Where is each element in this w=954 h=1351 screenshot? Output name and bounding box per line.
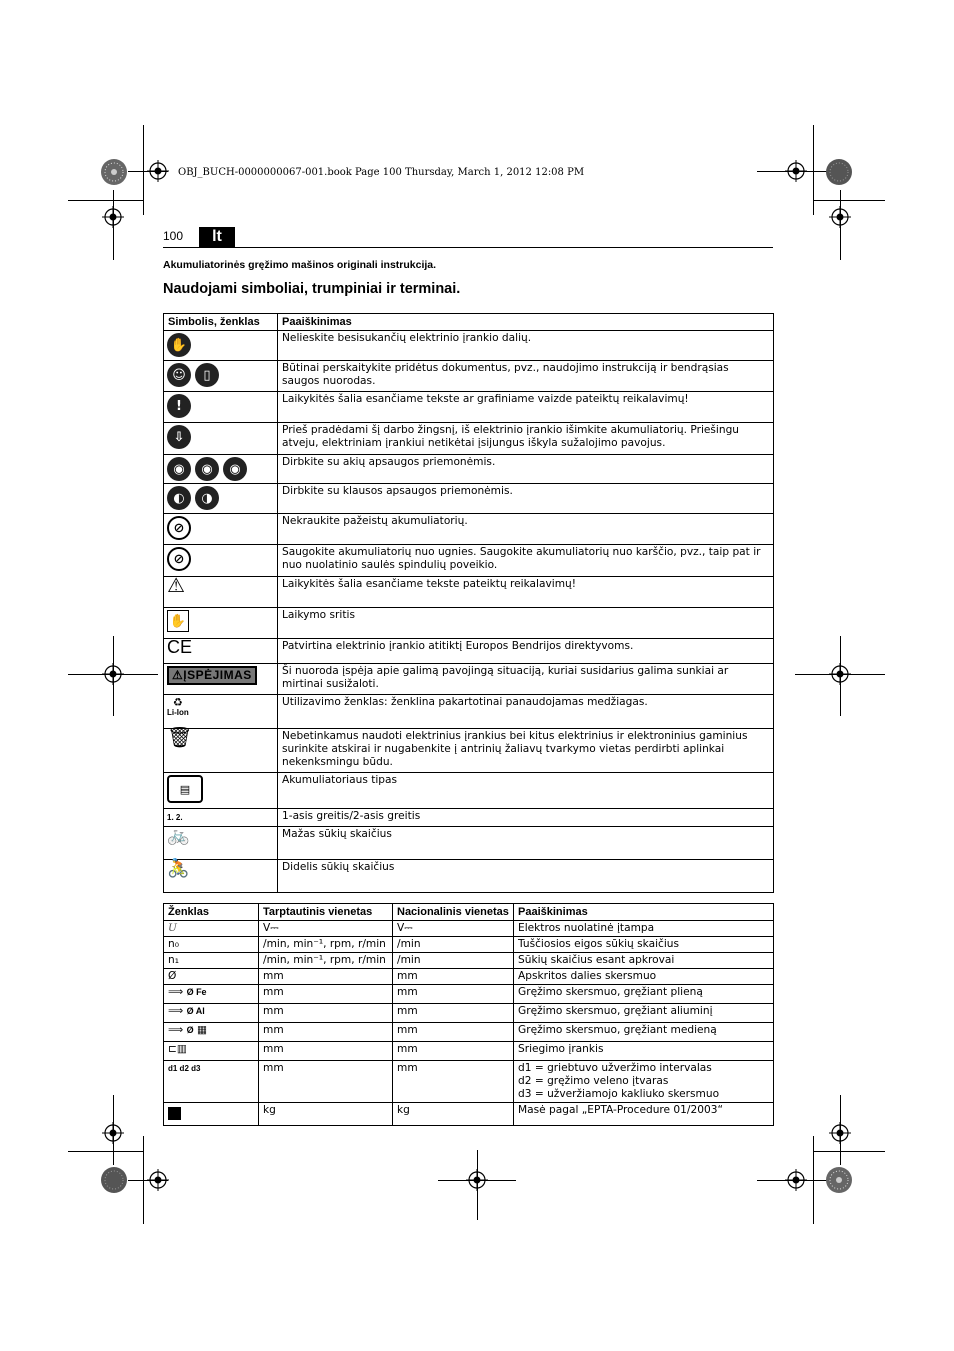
wood-icon: ▦ xyxy=(193,1024,207,1036)
bike-fast-icon: 🚴 xyxy=(167,858,190,879)
table-row xyxy=(164,827,774,860)
no-fire-icon: ⊘ xyxy=(167,547,191,571)
column-header: Ženklas xyxy=(164,904,259,921)
table-row xyxy=(164,514,774,545)
sign-cell: n₁ xyxy=(164,953,259,969)
table-row xyxy=(164,921,774,937)
column-header: Paaiškinimas xyxy=(514,904,774,921)
remove-battery-icon: ⇩ xyxy=(167,425,191,449)
desc-line: d3 = užveržiamojo kakliuko skersmuo xyxy=(518,1088,720,1100)
table-row xyxy=(164,695,774,729)
weight-icon xyxy=(168,1107,181,1120)
description-cell: Saugokite akumuliatorių nuo ugnies. Saugokite akumuliatorių nuo karščio, pvz., taip pat ir nuo nuolatinio saulės spindulių poveikio. xyxy=(278,545,774,577)
symbol-cell xyxy=(164,827,278,860)
symbol-cell xyxy=(164,545,278,577)
table-row xyxy=(164,608,774,639)
natl-unit-cell: mm xyxy=(393,1061,514,1103)
symbol-cell xyxy=(164,573,278,608)
grip-area-icon: ✋ xyxy=(167,610,189,632)
symbol-cell xyxy=(164,773,278,809)
table-row xyxy=(164,331,774,361)
desc-line: d1 = griebtuvo užveržimo intervalas xyxy=(518,1062,712,1074)
table-header-row xyxy=(164,904,774,921)
natl-unit-cell: mm xyxy=(393,1023,514,1042)
color-rosette-icon xyxy=(825,1166,853,1194)
intl-unit-cell: mm xyxy=(259,985,393,1004)
intl-unit-cell: mm xyxy=(259,1004,393,1023)
exclamation-icon: ! xyxy=(167,394,191,418)
earmuffs-icon: ◑ xyxy=(195,486,219,510)
units-table xyxy=(163,903,774,1126)
symbol-cell xyxy=(164,860,278,893)
intl-unit-cell: V⎓ xyxy=(259,921,393,937)
registration-mark-icon xyxy=(147,1169,169,1191)
symbol-cell xyxy=(164,514,278,545)
natl-unit-cell: V⎓ xyxy=(393,921,514,937)
registration-mark-icon xyxy=(102,663,124,685)
natl-unit-cell: mm xyxy=(393,1004,514,1023)
symbol-cell xyxy=(164,725,278,773)
do-not-touch-icon: ✋ xyxy=(167,333,191,357)
description-cell: Akumuliatoriaus tipas xyxy=(278,773,774,809)
table-row xyxy=(164,639,774,664)
table-row xyxy=(164,729,774,773)
description-cell: Nelieskite besisukančių elektrinio įrankio dalių. xyxy=(278,331,774,361)
desc-cell: Gręžimo skersmuo, gręžiant plieną xyxy=(514,985,774,1004)
symbol-cell xyxy=(164,331,278,361)
table-header-row xyxy=(164,314,774,331)
intl-unit-cell: kg xyxy=(259,1103,393,1126)
symbol-cell xyxy=(164,361,278,392)
table-row xyxy=(164,545,774,577)
registration-mark-icon xyxy=(829,663,851,685)
symbol-cell xyxy=(164,484,278,514)
symbol-cell xyxy=(164,455,278,484)
table-row xyxy=(164,664,774,695)
natl-unit-cell: kg xyxy=(393,1103,514,1126)
table-row xyxy=(164,773,774,809)
description-cell: Nekraukite pažeistų akumuliatorių. xyxy=(278,514,774,545)
symbol-cell xyxy=(164,695,278,729)
natl-unit-cell: mm xyxy=(393,969,514,985)
section-title: Naudojami simboliai, trumpiniai ir terminai. xyxy=(163,281,461,297)
intl-unit-cell: mm xyxy=(259,969,393,985)
table-row xyxy=(164,1103,774,1126)
column-header: Paaiškinimas xyxy=(278,314,774,331)
book-icon: ▯ xyxy=(195,363,219,387)
table-row xyxy=(164,484,774,514)
sign-cell: U xyxy=(164,921,259,937)
description-cell: Ši nuoroda įspėja apie galimą pavojingą situaciją, kuriai susidarius galima sunkiai ar mirtinai susižaloti. xyxy=(278,664,774,695)
description-cell: Prieš pradėdami šį darbo žingsnį, iš elektrinio įrankio išimkite akumuliatorių. Priešingu atveju, elektriniam įrankiui netikėtai įsijungus iškyla sužalojimo pavojus. xyxy=(278,423,774,455)
registration-mark-icon xyxy=(829,206,851,228)
table-row xyxy=(164,1004,774,1023)
description-cell: 1-asis greitis/2-asis greitis xyxy=(278,809,774,827)
warning-label-icon: ⚠ĮSPĖJIMAS xyxy=(167,666,257,685)
table-row xyxy=(164,809,774,827)
desc-cell: Elektros nuolatinė įtampa xyxy=(514,921,774,937)
sign-cell: ⟹ Ø Fe xyxy=(164,985,259,1004)
description-cell: Laikykitės šalia esančiame tekste pateiktų reikalavimų! xyxy=(278,577,774,608)
description-cell: Dirbkite su akių apsaugos priemonėmis. xyxy=(278,455,774,484)
table-row xyxy=(164,969,774,985)
description-cell: Laikymo sritis xyxy=(278,608,774,639)
drill-bit-icon: ⟹ xyxy=(168,1005,187,1017)
table-row xyxy=(164,1042,774,1061)
description-cell: Patvirtina elektrinio įrankio atitiktį Europos Bendrijos direktyvoms. xyxy=(278,639,774,664)
table-row xyxy=(164,423,774,455)
registration-mark-icon xyxy=(829,1122,851,1144)
recycling-li-ion-icon: ♻ Li-Ion xyxy=(167,696,189,717)
registration-mark-icon xyxy=(785,160,807,182)
column-header: Simbolis, ženklas xyxy=(164,314,278,331)
column-header: Tarptautinis vienetas xyxy=(259,904,393,921)
gear-switch-icon: 1. 2. xyxy=(167,813,183,822)
table-row xyxy=(164,860,774,893)
color-rosette-icon xyxy=(100,1166,128,1194)
registration-mark-icon xyxy=(147,160,169,182)
table-row xyxy=(164,455,774,484)
registration-mark-icon xyxy=(785,1169,807,1191)
registration-mark-icon xyxy=(102,206,124,228)
sign-cell xyxy=(164,1061,259,1103)
desc-cell: Gręžimo skersmuo, gręžiant medieną xyxy=(514,1023,774,1042)
intl-unit-cell: mm xyxy=(259,1023,393,1042)
table-row xyxy=(164,1061,774,1103)
natl-unit-cell: mm xyxy=(393,1042,514,1061)
desc-cell: Sūkių skaičius esant apkrovai xyxy=(514,953,774,969)
desc-cell: Gręžimo skersmuo, gręžiant aliuminį xyxy=(514,1004,774,1023)
table-row xyxy=(164,985,774,1004)
header-rule xyxy=(163,247,773,248)
description-cell: Utilizavimo ženklas: ženklina pakartotinai panaudojamas medžiagas. xyxy=(278,695,774,729)
natl-unit-cell: mm xyxy=(393,985,514,1004)
registration-mark-icon xyxy=(466,1169,488,1191)
symbol-cell xyxy=(164,392,278,423)
bike-slow-icon: 🚲 xyxy=(167,825,190,846)
symbol-cell xyxy=(164,664,278,695)
description-cell: Dirbkite su klausos apsaugos priemonėmis. xyxy=(278,484,774,514)
table-row xyxy=(164,361,774,392)
read-manual-icon: ☺ xyxy=(167,363,191,387)
intl-unit-cell: /min, min⁻¹, rpm, r/min xyxy=(259,937,393,953)
symbol-cell xyxy=(164,608,278,639)
ce-mark-icon: CE xyxy=(167,637,193,657)
description-cell: Mažas sūkių skaičius xyxy=(278,827,774,860)
document-subtitle: Akumuliatorinės gręžimo mašinos originali instrukcija. xyxy=(163,259,437,271)
table-row xyxy=(164,577,774,608)
symbol-cell xyxy=(164,809,278,827)
face-shield-icon: ◉ xyxy=(195,457,219,481)
desc-line: d2 = gręžimo veleno įtvaras xyxy=(518,1075,669,1087)
sign-cell: ⟹ Ø Al xyxy=(164,1004,259,1023)
eye-protection-icon: ◉ xyxy=(167,457,191,481)
symbol-cell xyxy=(164,639,278,664)
color-rosette-icon xyxy=(100,158,128,186)
intl-unit-cell: mm xyxy=(259,1061,393,1103)
weee-bin-icon: 🗑 xyxy=(167,725,193,749)
sign-cell: ⟹ Ø ▦ xyxy=(164,1023,259,1042)
chuck-dimensions-icon: d1 d2 d3 xyxy=(168,1064,201,1073)
color-rosette-icon xyxy=(825,158,853,186)
desc-cell: Tuščiosios eigos sūkių skaičius xyxy=(514,937,774,953)
page-number: 100 xyxy=(163,229,184,243)
desc-cell xyxy=(514,1061,774,1103)
natl-unit-cell: /min xyxy=(393,953,514,969)
symbols-table xyxy=(163,313,774,893)
registration-mark-icon xyxy=(102,1122,124,1144)
drill-bit-icon: ⟹ xyxy=(168,1024,187,1036)
table-row xyxy=(164,392,774,423)
goggles-icon: ◉ xyxy=(223,457,247,481)
ear-protection-icon: ◐ xyxy=(167,486,191,510)
symbol-cell xyxy=(164,423,278,455)
intl-unit-cell: /min, min⁻¹, rpm, r/min xyxy=(259,953,393,969)
desc-cell: Masė pagal „EPTA-Procedure 01/2003“ xyxy=(514,1103,774,1126)
sign-cell: n₀ xyxy=(164,937,259,953)
sign-cell xyxy=(164,1042,259,1061)
table-row xyxy=(164,1023,774,1042)
warning-triangle-icon: ⚠ xyxy=(167,573,185,597)
natl-unit-cell: /min xyxy=(393,937,514,953)
sign-cell xyxy=(164,1103,259,1126)
intl-unit-cell: mm xyxy=(259,1042,393,1061)
description-cell: Būtinai perskaitykite pridėtus dokumentus, pvz., naudojimo instrukciją ir bendrąsias saugos nuorodas. xyxy=(278,361,774,392)
table-row xyxy=(164,953,774,969)
screwdriver-bit-icon: ⊏▥ xyxy=(168,1043,187,1055)
language-tab: lt xyxy=(199,227,235,247)
desc-cell: Apskritos dalies skersmuo xyxy=(514,969,774,985)
drill-bit-icon: ⟹ xyxy=(168,986,187,998)
desc-cell: Sriegimo įrankis xyxy=(514,1042,774,1061)
description-cell: Didelis sūkių skaičius xyxy=(278,860,774,893)
sign-cell: Ø xyxy=(164,969,259,985)
description-cell: Nebetinkamus naudoti elektrinius įrankius bei kitus elektrinius ir elektroninius gaminius surinkite atskirai ir nugabenkite į antrinių žaliavų tvarkymo vietas perdirbti aplinkai nekenksmingu būdu. xyxy=(278,729,774,773)
column-header: Nacionalinis vienetas xyxy=(393,904,514,921)
no-charge-damaged-battery-icon: ⊘ xyxy=(167,516,191,540)
battery-pack-icon: ▤ xyxy=(167,775,203,803)
table-row xyxy=(164,937,774,953)
description-cell: Laikykitės šalia esančiame tekste ar grafiniame vaizde pateiktų reikalavimų! xyxy=(278,392,774,423)
print-info: OBJ_BUCH-0000000067-001.book Page 100 Thursday, March 1, 2012 12:08 PM xyxy=(178,167,585,178)
